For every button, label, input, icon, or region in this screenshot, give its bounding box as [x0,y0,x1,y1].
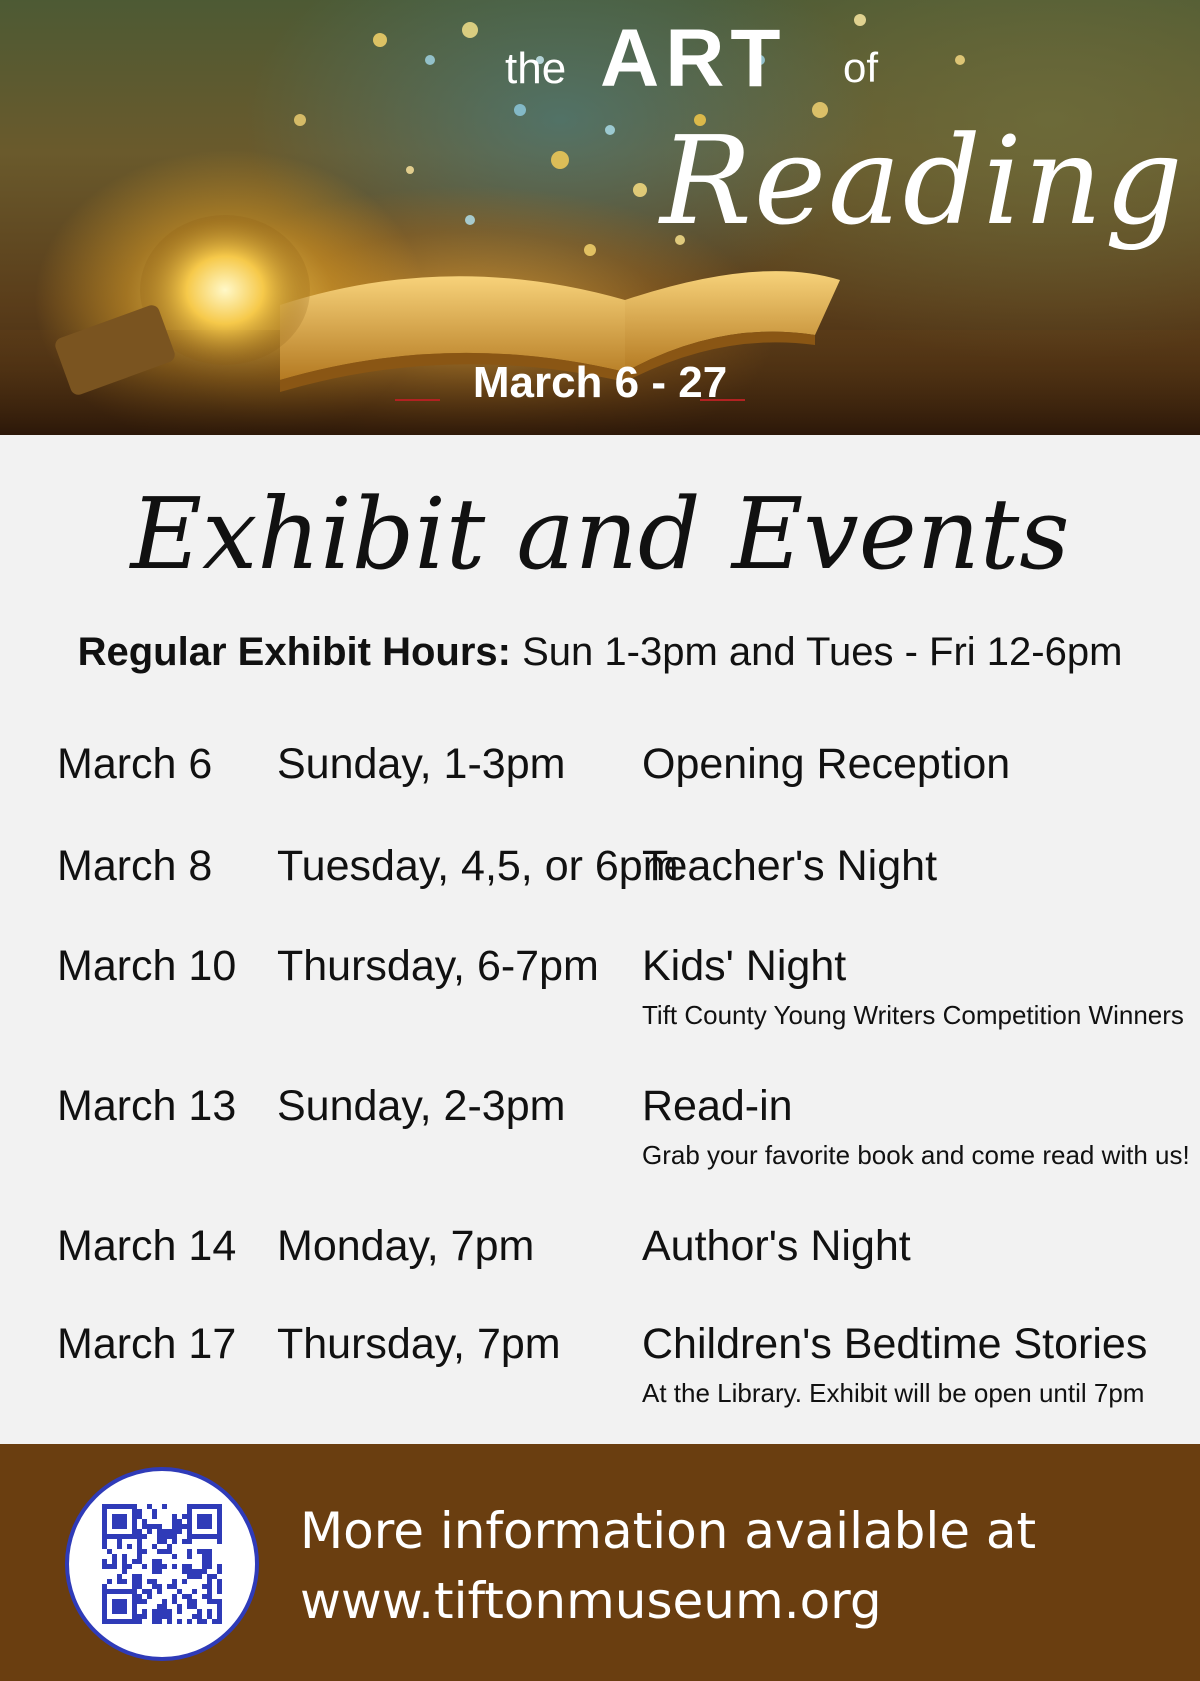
event-time: Tuesday, 4,5, or 6pm [277,842,679,890]
event-title: Opening Reception [642,740,1011,788]
event-title: Author's Night [642,1222,911,1270]
website-link[interactable]: www.tiftonmuseum.org [300,1572,882,1630]
banner-title-of: of [843,44,879,91]
event-title: Read-in [642,1082,793,1130]
event-row [0,1222,1200,1322]
event-row [0,842,1200,942]
event-row [0,740,1200,840]
banner-title-the: the [505,44,567,93]
footer [0,1444,1200,1681]
event-date: March 6 [57,740,213,788]
event-date: March 14 [57,1222,237,1270]
banner-dates: March 6 - 27 [472,358,728,407]
exhibit-hours-label: Regular Exhibit Hours: [77,630,511,674]
event-title: Children's Bedtime Stories [642,1320,1148,1368]
page-title: Exhibit and Events [130,478,1070,592]
event-date: March 13 [57,1082,237,1130]
exhibit-hours [0,630,1200,675]
event-time: Thursday, 7pm [277,1320,561,1368]
qr-code-icon[interactable] [65,1467,259,1661]
event-time: Monday, 7pm [277,1222,535,1270]
event-row [0,942,1200,1042]
event-date: March 17 [57,1320,237,1368]
exhibit-hours-value: Sun 1-3pm and Tues - Fri 12-6pm [511,630,1123,674]
qr-code-pattern [69,1471,255,1657]
event-row [0,1082,1200,1182]
event-date: March 10 [57,942,237,990]
event-time: Thursday, 6-7pm [277,942,599,990]
event-row [0,1320,1200,1420]
event-note: At the Library. Exhibit will be open until 7pm [642,1378,1145,1408]
banner-title-reading: Reading [660,110,1185,252]
banner-title-art: ART [600,13,787,104]
footer-info-text: More information available at [300,1502,1037,1560]
event-time: Sunday, 1-3pm [277,740,566,788]
event-note: Grab your favorite book and come read with us! [642,1140,1190,1170]
event-title: Teacher's Night [642,842,938,890]
event-time: Sunday, 2-3pm [277,1082,566,1130]
banner-image [0,0,1200,435]
event-date: March 8 [57,842,213,890]
event-title: Kids' Night [642,942,847,990]
event-note: Tift County Young Writers Competition Winners [642,1000,1184,1030]
